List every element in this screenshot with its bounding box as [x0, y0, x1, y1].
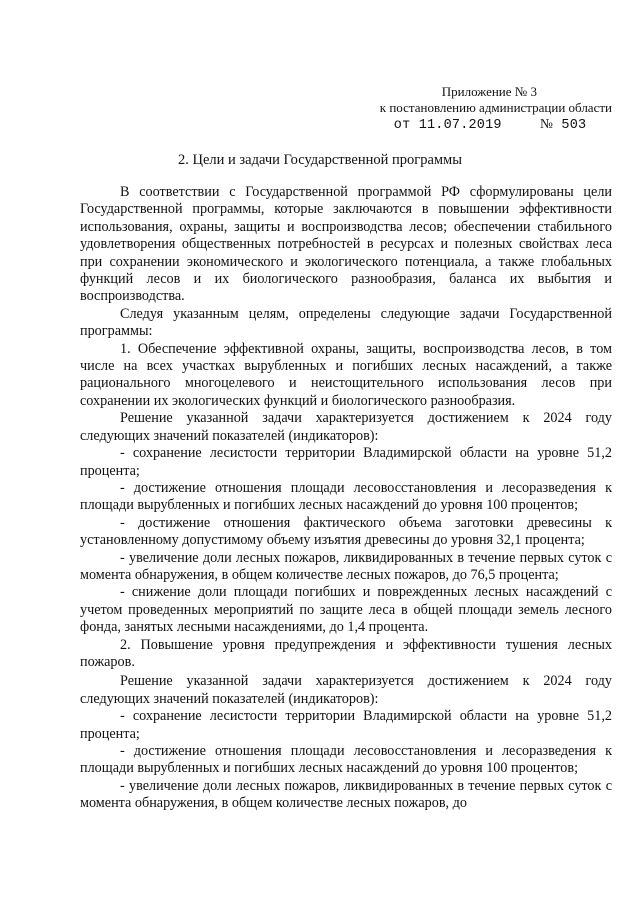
indicator-item: - достижение отношения площади лесовосстановления и лесоразведения к площади вырубленных и погибших лесных насаждений до уровня 100 процентов; — [80, 743, 612, 777]
indicator-item: - сохранение лесистости территории Владимирской области на уровне 51,2 процента; — [80, 708, 612, 742]
paragraph: 1. Обеспечение эффективной охраны, защиты, воспроизводства лесов, в том числе на всех участках вырубленных и погибших лесных насаждений, а также рационального многоцелевого и неистощительного использования лесов при сохранении их экологических функций и биологического разнообразия. — [80, 340, 612, 409]
document-body — [80, 184, 612, 813]
paragraph: Следуя указанным целям, определены следующие задачи Государственной программы: — [80, 305, 612, 340]
resolution-date: 11.07.2019 — [418, 118, 502, 133]
indicator-item: - увеличение доли лесных пожаров, ликвидированных в течение первых суток с момента обнаружения, в общем количестве лесных пожаров, до 76,5 процента; — [80, 549, 612, 583]
number-label: № — [540, 116, 554, 131]
paragraph: 2. Повышение уровня предупреждения и эффективности тушения лесных пожаров. — [80, 636, 612, 670]
paragraph: В соответствии с Государственной программой РФ сформулированы цели Государственной программы, которые заключаются в повышении эффективности использования, охраны, защиты и воспроизводства лесов; обеспечении стабильного удовлетворения общественных потребностей в ресурсах и полезных свойствах леса при сохранении экономического и экологического потенциала, а также глобальных функций лесов и их биологического разнообразия, баланса их выбытия и воспроизводства. — [80, 184, 612, 305]
indicator-item: - достижение отношения площади лесовосстановления и лесоразведения к площади вырубленных и погибших лесных насаждений до уровня 100 процентов; — [80, 479, 612, 514]
resolution-number: 503 — [561, 118, 587, 133]
paragraph: Решение указанной задачи характеризуется достижением к 2024 году следующих значений показателей (индикаторов): — [80, 673, 612, 707]
paragraph: Решение указанной задачи характеризуется достижением к 2024 году следующих значений показателей (индикаторов): — [80, 410, 612, 444]
indicator-item: - сохранение лесистости территории Владимирской области на уровне 51,2 процента; — [80, 445, 612, 479]
section-heading: 2. Цели и задачи Государственной программы — [178, 152, 462, 168]
date-prefix: от — [393, 118, 411, 133]
indicator-item: - снижение доли площади погибших и поврежденных лесных насаждений с учетом проведенных мероприятий по защите леса в общей площади земель лесного фонда, занятых лесными насаждениями, до 1,4 процента. — [80, 584, 612, 636]
appendix-number: Приложение № 3 — [441, 84, 537, 99]
appendix-header — [380, 84, 612, 134]
indicator-item: - увеличение доли лесных пожаров, ликвидированных в течение первых суток с момента обнаружения, в общем количестве лесных пожаров, до — [80, 777, 612, 812]
indicator-item: - достижение отношения фактического объема заготовки древесины к установленному допустимому объему изъятия древесины до уровня 32,1 процента; — [80, 514, 612, 549]
resolution-date-number — [380, 116, 612, 134]
resolution-reference: к постановлению администрации области — [379, 100, 612, 115]
